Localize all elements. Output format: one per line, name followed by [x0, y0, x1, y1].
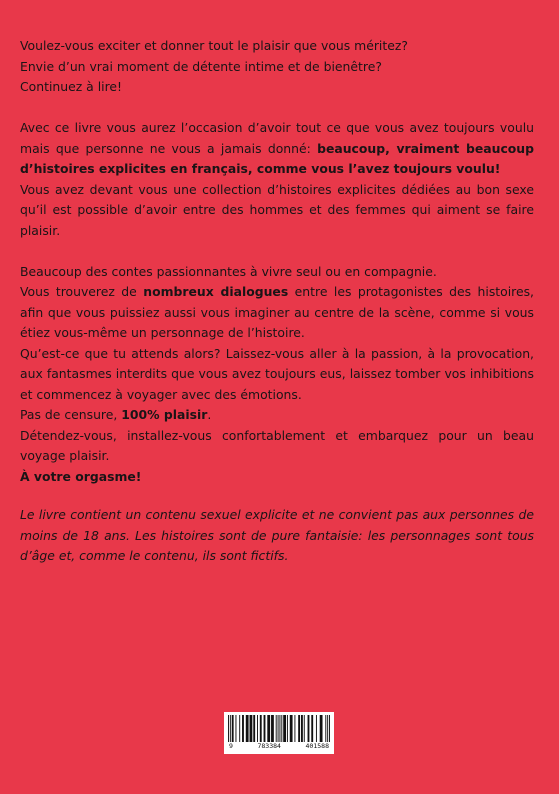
barcode-digit-first: 9 [229, 742, 233, 750]
barcode-bar [250, 715, 253, 742]
paragraph-no-censorship-text-a: Pas de censure, [20, 407, 122, 422]
barcode-bar [235, 715, 236, 742]
barcode-bar [230, 715, 231, 742]
barcode-bar [253, 715, 255, 742]
barcode-bar [242, 715, 244, 742]
paragraph-offer-bold: beaucoup, vraiment beaucoup d’histoires explicites en français, comme vous l’avez toujours voulu! [20, 140, 534, 176]
barcode-group-left: 783384 [257, 742, 281, 750]
barcode-bar [308, 715, 310, 742]
paragraph-dialogues [20, 282, 534, 344]
barcode-bar [278, 715, 279, 742]
barcode-bar [239, 715, 240, 742]
barcode-bar [311, 715, 313, 742]
paragraph-stories: Beaucoup des contes passionnantes à vivre seul ou en compagnie. [20, 263, 437, 279]
paragraph-no-censorship-text-b: . [207, 407, 212, 422]
intro-line-3: Continuez à lire! [20, 79, 122, 94]
paragraph-dialogues-bold: nombreux dialogues [143, 284, 289, 299]
barcode-digits [228, 742, 330, 751]
barcode-bar [246, 715, 249, 742]
intro-line-2: Envie d’un vrai moment de détente intime et de bienêtre? [20, 58, 382, 74]
barcode-bar [325, 715, 326, 742]
barcode-bars [228, 715, 330, 742]
paragraph-invitation: Qu’est-ce que tu attends alors? Laissez-vous aller à la passion, à la provocation, aux fantasmes interdits que vous avez toujours eus, laissez tomber vos inhibitions et commencez à voyager avec des émotions. [20, 345, 534, 402]
paragraph-offer [20, 118, 534, 180]
barcode-bar [329, 715, 330, 742]
paragraph-relax: Détendez-vous, installez-vous confortablement et embarquez pour un beau voyage plaisir. [20, 427, 534, 463]
barcode-bar [316, 715, 317, 742]
closing-bold: À votre orgasme! [20, 468, 142, 484]
barcode-bar [228, 715, 229, 742]
spacer [20, 98, 534, 119]
barcode [224, 712, 334, 754]
paragraph-closing [20, 467, 534, 488]
barcode-bar [271, 715, 274, 742]
barcode-bar [283, 715, 286, 742]
barcode-bar [267, 715, 270, 742]
barcode-bar [276, 715, 277, 742]
paragraph-no-censorship-bold: 100% plaisir [121, 407, 208, 422]
barcode-bar [327, 715, 328, 742]
paragraph-no-censorship [20, 405, 534, 426]
intro-line-1: Voulez-vous exciter et donner tout le plaisir que vous méritez? [20, 38, 408, 53]
barcode-bar [294, 715, 295, 742]
paragraph-dialogues-text-a: Vous trouverez de [20, 284, 144, 299]
barcode-bar [304, 715, 305, 742]
barcode-bar [264, 715, 266, 742]
barcode-bar [301, 715, 303, 742]
barcode-bar [257, 715, 258, 742]
barcode-bar [279, 715, 280, 742]
paragraph-collection: Vous avez devant vous une collection d’histoires explicites dédiées au bon sexe qu’il est possible d’avoir entre des hommes et des femmes qui aiment se faire plaisir. [20, 181, 534, 238]
barcode-bar [290, 715, 293, 742]
barcode-bar [320, 715, 323, 742]
barcode-bar [260, 715, 262, 742]
paragraph-offer-text: Avec ce livre vous aurez l’occasion d’avoir tout ce que vous avez toujours voulu mais que personne ne vous a jamais donné: [20, 120, 534, 156]
paragraph-dialogues-text-b: entre les protagonistes des histoires, afin que vous puissiez aussi vous imaginer au centre de la scène, comme si vous étiez vous-même un personnage de l’histoire. [20, 284, 534, 340]
barcode-bar [232, 715, 234, 742]
barcode-bar [281, 715, 282, 742]
back-cover-text [20, 36, 534, 567]
spacer [20, 241, 534, 262]
spacer [20, 487, 534, 505]
disclaimer: Le livre contient un contenu sexuel explicite et ne convient pas aux personnes de moins de 18 ans. Les histoires sont de pure fantaisie: les personnages sont tous d’âge et, comme le contenu, ils sont fictifs. [20, 507, 534, 563]
barcode-bar [298, 715, 300, 742]
barcode-bar [287, 715, 288, 742]
barcode-group-right: 401588 [305, 742, 329, 750]
